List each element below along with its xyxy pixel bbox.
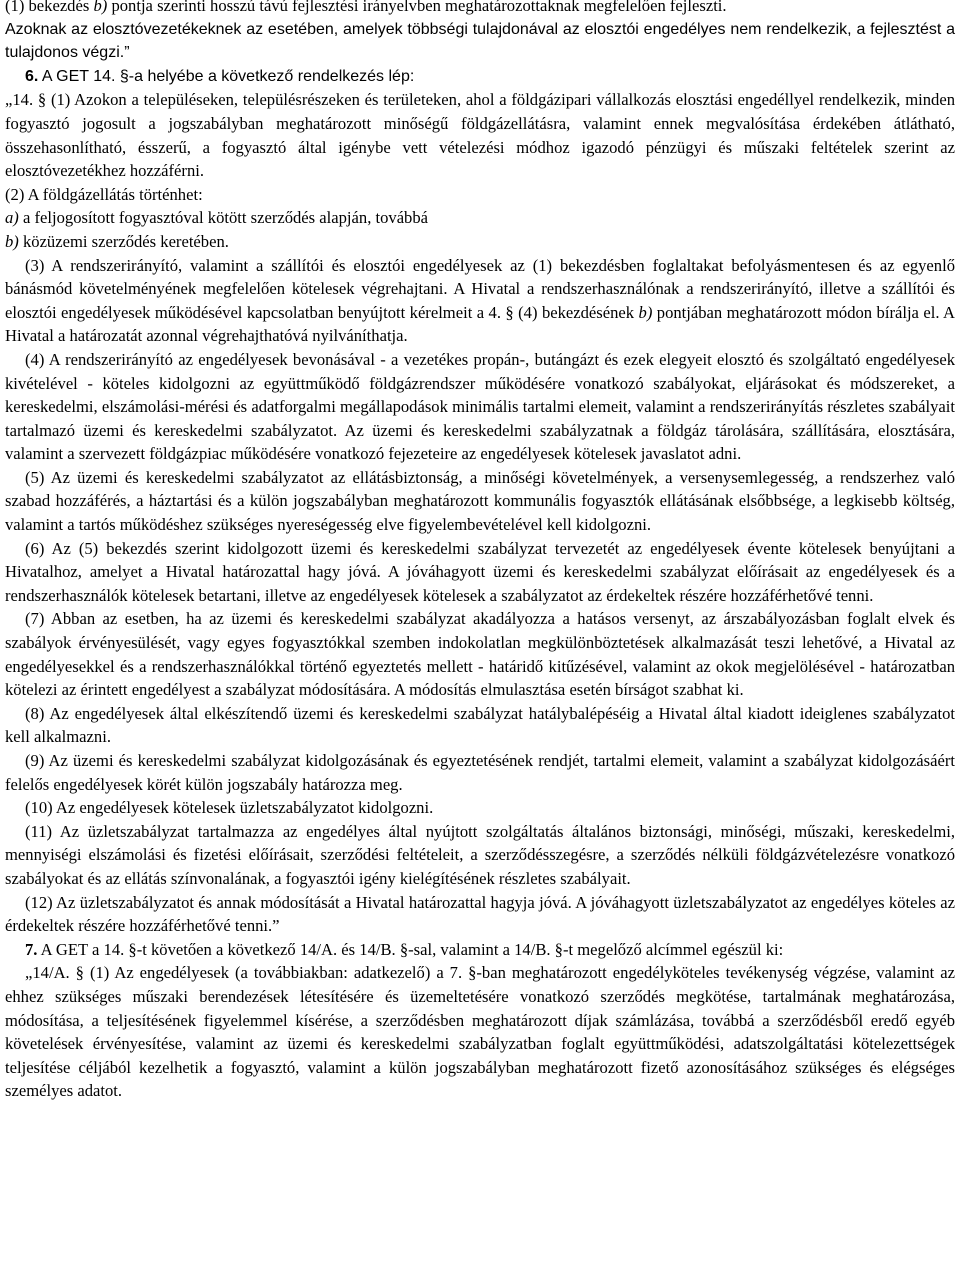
- list-marker: b): [5, 231, 19, 251]
- section-6-heading: [5, 65, 955, 89]
- text-run: pontja szerinti hosszú távú fejlesztési irányelvben meghatározottaknak megfelelően fejleszti.: [107, 0, 727, 15]
- paragraph-14-10: (10) Az engedélyesek kötelesek üzletszabályzatot kidolgozni.: [25, 798, 434, 818]
- paragraph-14-4: (4) A rendszerirányító az engedélyesek bevonásával - a vezetékes propán-, butángázt és ezek elegyeit elosztó és szolgáltató engedélyesek kivételével - köteles kidolgozni az együttműködő földgázrendszer működésére vonatkozó szabályokat, eljárásokat és módszereket, a kereskedelmi, elszámolási-mérési és adatforgalmi megállapodások minimális tartalmi elemeit, valamint a rendszerirányítás részletes szabályait tartalmazó üzemi és kereskedelmi szabályzatot. Az üzemi és kereskedelmi szabályzatnak a földgáz tárolására, szállítására, elosztására, valamint a szervezett földgázpiac működésére vonatkozó fejezeteire az engedélyesek kötelesek javaslatot adni.: [5, 349, 955, 464]
- paragraph-14-5: (5) Az üzemi és kereskedelmi szabályzatot az ellátásbiztonság, a minőségi követelmények, a versenysemlegesség, a rendszerhez való szabad hozzáférés, a háztartási és a külön jogszabályban meghatározott kommunális fogyasztók ellátásának elsőbbsége, a legkisebb költség, valamint a tartós működéshez szükséges nyereségesség elve figyelembevételével kell kidolgozni.: [5, 467, 955, 535]
- list-item-b: [5, 230, 955, 254]
- section-text: A GET a 14. §-t követően a következő 14/A. és 14/B. §-sal, valamint a 14/B. §-t megelőző alcímmel egészül ki:: [37, 939, 784, 959]
- section-number: 6.: [25, 67, 39, 85]
- section-7-heading: [5, 938, 955, 962]
- paragraph-14-9: (9) Az üzemi és kereskedelmi szabályzat kidolgozásának és egyeztetésének rendjét, tartalmi elemeit, valamint a szabályzat kidolgozásáért felelős engedélyesek körét külön jogszabály határozza meg.: [5, 751, 955, 794]
- text-run-italic: b): [93, 0, 108, 15]
- paragraph-14-7: (7) Abban az esetben, ha az üzemi és kereskedelmi szabályzat akadályozza a hatásos versenyt, az árszabályozásban foglalt elvek és szabályok érvényesülését, vagy egyes fogyasztókkal szemben indokolatlan megkülönböztetések alkalmazását teszi lehetővé, a Hivatal az engedélyesekkel és a rendszerhasználókkal történő egyeztetés mellett - határidő kitűzésével, valamint az okok megjelölésével - határozatban kötelezi az érintett engedélyest a szabályzat módosítására. A módosítás elmulasztása esetén bírságot szabhat ki.: [5, 609, 955, 700]
- paragraph-14-2: (2) A földgázellátás történhet:: [5, 184, 203, 204]
- list-item-a: [5, 206, 955, 230]
- section-number: 7.: [25, 939, 38, 959]
- paragraph-14-3: [5, 254, 955, 348]
- paragraph-14-1: „14. § (1) Azokon a településeken, településrészeken és területeken, ahol a földgázipari vállalkozás elosztási engedéllyel rendelkezik, minden fogyasztó jogosult a jogszabályban meghatározott minőségű földgázellátásra, valamint ennek megvalósítása érdekében átlátható, összehasonlítható, ésszerű, a fogyasztó által igénybe vett vételezési módhoz igazodó pénzügyi és műszaki feltételek szerint az elosztóvezetékhez hozzáférni.: [5, 90, 955, 181]
- text-run: (3) A rendszerirányító, valamint a szállítói és elosztói engedélyesek az (1) bekezdésben foglaltakat befolyásmentesen és az egyenlő bánásmód követelményének megfelelően kötelesek végrehajtani. A Hivatal a rendszerhasználónak a rendszerirányító, illetve a szállítói és elosztói engedélyesek működésével kapcsolatban benyújtott kérelmeit a 4. § (4) bekezdésének: [5, 255, 955, 322]
- section-text: A GET 14. §-a helyébe a következő rendelkezés lép:: [38, 67, 415, 85]
- paragraph-14-6: (6) Az (5) bekezdés szerint kidolgozott üzemi és kereskedelmi szabályzat tervezetét az engedélyesek évente kötelesek benyújtani a Hivatalhoz, amelyet a Hivatal határozattal hagy jóvá. A jóváhagyott üzemi és kereskedelmi szabályzat előírásait az engedélyesek és a rendszerhasználók kötelesek betartani, illetve az engedélyesek kötelesek a szabályzatot az érdekeltek részére hozzáférhetővé tenni.: [5, 538, 955, 605]
- text-run: pontjában meghatározott módon bírálja el. A Hivatal a határozatát azonnal végrehajthatóvá nyilváníthatja.: [5, 302, 955, 346]
- list-text: a feljogosított fogyasztóval kötött szerződés alapján, továbbá: [18, 208, 429, 228]
- list-marker: a): [5, 208, 19, 228]
- paragraph-14a-1: „14/A. § (1) Az engedélyesek (a továbbiakban: adatkezelő) a 7. §-ban meghatározott engedélyköteles tevékenység végzése, valamint az ehhez szükséges műszaki berendezések létesítésére és üzemeltetésére vonatkozó szerződés megkötése, tartalmának meghatározása, módosítása, a teljesítésének figyelemmel kísérése, a szerződésben meghatározott díjak számlázása, továbbá a szerződésből eredő egyéb követelések érvényesítése, valamint az üzemi és kereskedelmi szabályzatban foglalt együttműködési, adatszolgáltatási kötelezettségek teljesítése céljából kezelhetik a fogyasztó, valamint a külön jogszabályban meghatározott fizető azonosításához szükséges és elégséges személyes adatot.: [5, 963, 955, 1101]
- paragraph-1: [5, 0, 955, 18]
- text-run-italic: b): [638, 302, 653, 322]
- paragraph-14-8: (8) Az engedélyesek által elkészítendő üzemi és kereskedelmi szabályzat hatálybalépéséig a Hivatal által kiadott ideiglenes szabályzatot kell alkalmazni.: [5, 703, 955, 747]
- list-text: közüzemi szerződés keretében.: [18, 231, 229, 251]
- paragraph-2: Azoknak az elosztóvezetékeknek az esetében, amelyek többségi tulajdonával az elosztói engedélyes nem rendelkezik, a fejlesztést a tulajdonos végzi.”: [5, 20, 955, 62]
- paragraph-14-12: (12) Az üzletszabályzatot és annak módosítását a Hivatal határozattal hagyja jóvá. A jóváhagyott üzletszabályzatot az engedélyes köteles az érdekeltek részére hozzáférhetővé tenni.”: [5, 892, 955, 936]
- paragraph-14-11: (11) Az üzletszabályzat tartalmazza az engedélyes által nyújtott szolgáltatás általános biztonsági, minőségi, műszaki, kereskedelmi, mennyiségi elszámolási és fizetési előírásait, szerződési feltételeit, a szerződésszegésre, a szerződés nélküli földgázvételezésre vonatkozó szabályokat és az ellátás színvonalának, a fogyasztói igény kielégítésének részletes szabályait.: [5, 821, 955, 888]
- text-run: (1) bekezdés: [5, 0, 94, 15]
